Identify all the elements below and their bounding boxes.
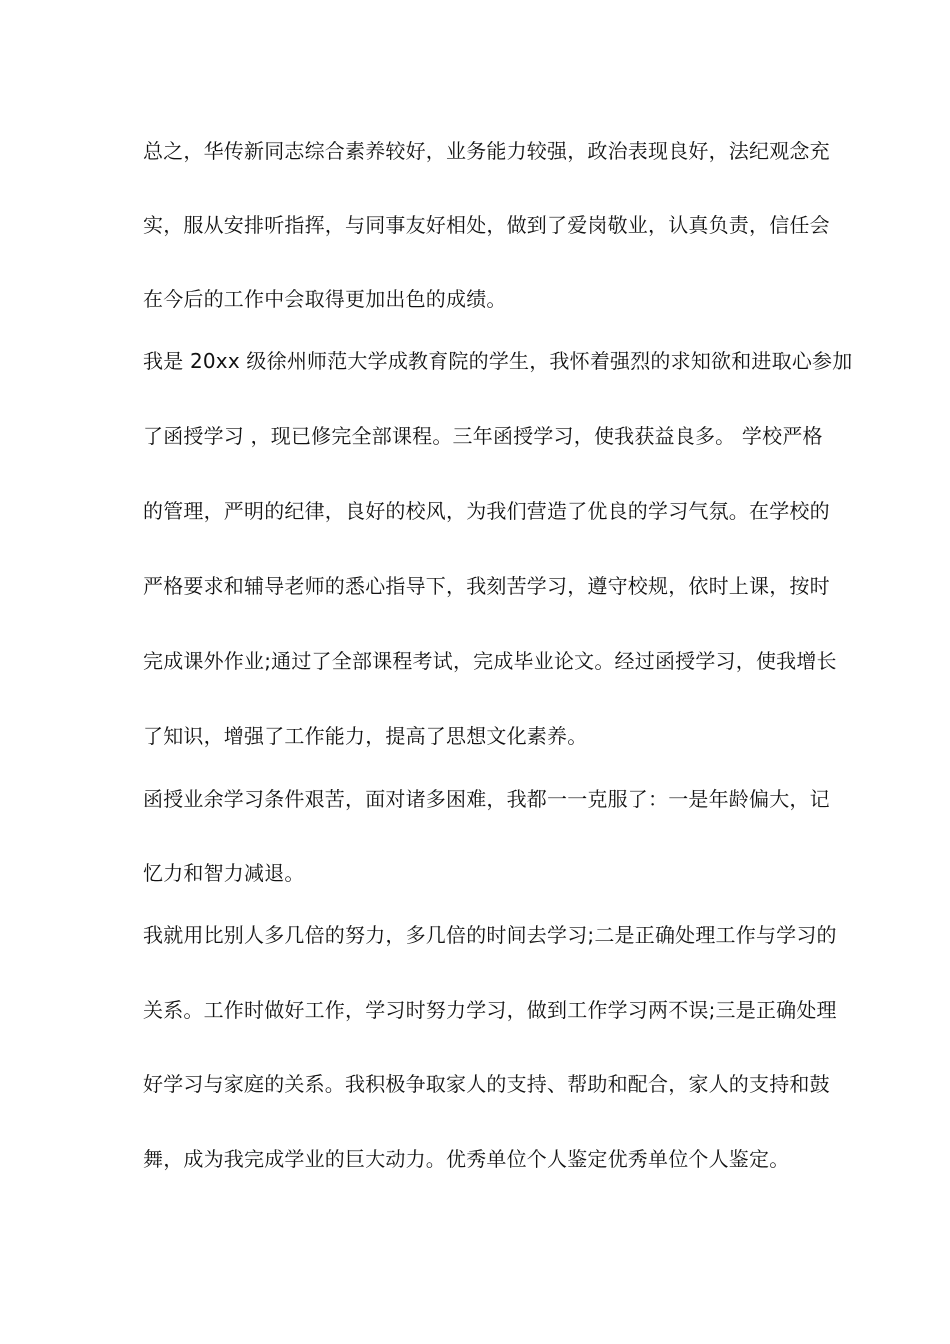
paragraph-2-line-2: 了函授学习 ，现已修完全部课程。三年函授学习，使我获益良多。 学校严格: [143, 424, 823, 448]
paragraph-2-line-5: 完成课外作业;通过了全部课程考试，完成毕业论文。经过函授学习，使我增长: [143, 649, 837, 673]
paragraph-4-line-1: 我就用比别人多几倍的努力，多几倍的时间去学习;二是正确处理工作与学习的: [143, 923, 837, 947]
paragraph-1-line-2: 实，服从安排听指挥，与同事友好相处，做到了爱岗敬业，认真负责，信任会: [143, 213, 830, 237]
paragraph-2-line-6: 了知识，增强了工作能力，提高了思想文化素养。: [143, 724, 588, 748]
paragraph-2-line-1: 我是 20xx 级徐州师范大学成教育院的学生，我怀着强烈的求知欲和进取心参加: [143, 349, 853, 373]
paragraph-1-line-3: 在今后的工作中会取得更加出色的成绩。: [143, 287, 507, 311]
paragraph-4-line-4: 舞，成为我完成学业的巨大动力。优秀单位个人鉴定优秀单位个人鉴定。: [143, 1147, 790, 1171]
paragraph-1-line-1: 总之，华传新同志综合素养较好，业务能力较强，政治表现良好，法纪观念充: [143, 139, 830, 163]
paragraph-4-line-3: 好学习与家庭的关系。我积极争取家人的支持、帮助和配合，家人的支持和鼓: [143, 1072, 830, 1096]
paragraph-2-line-4: 严格要求和辅导老师的悉心指导下，我刻苦学习，遵守校规，依时上课，按时: [143, 574, 830, 598]
paragraph-3-line-1: 函授业余学习条件艰苦，面对诸多困难，我都一一克服了：一是年龄偏大，记: [143, 787, 830, 811]
paragraph-2-line-3: 的管理，严明的纪律，良好的校风，为我们营造了优良的学习气氛。在学校的: [143, 499, 830, 523]
paragraph-4-line-2: 关系。工作时做好工作，学习时努力学习，做到工作学习两不误;三是正确处理: [143, 998, 837, 1022]
paragraph-3-line-2: 忆力和智力减退。: [143, 861, 305, 885]
